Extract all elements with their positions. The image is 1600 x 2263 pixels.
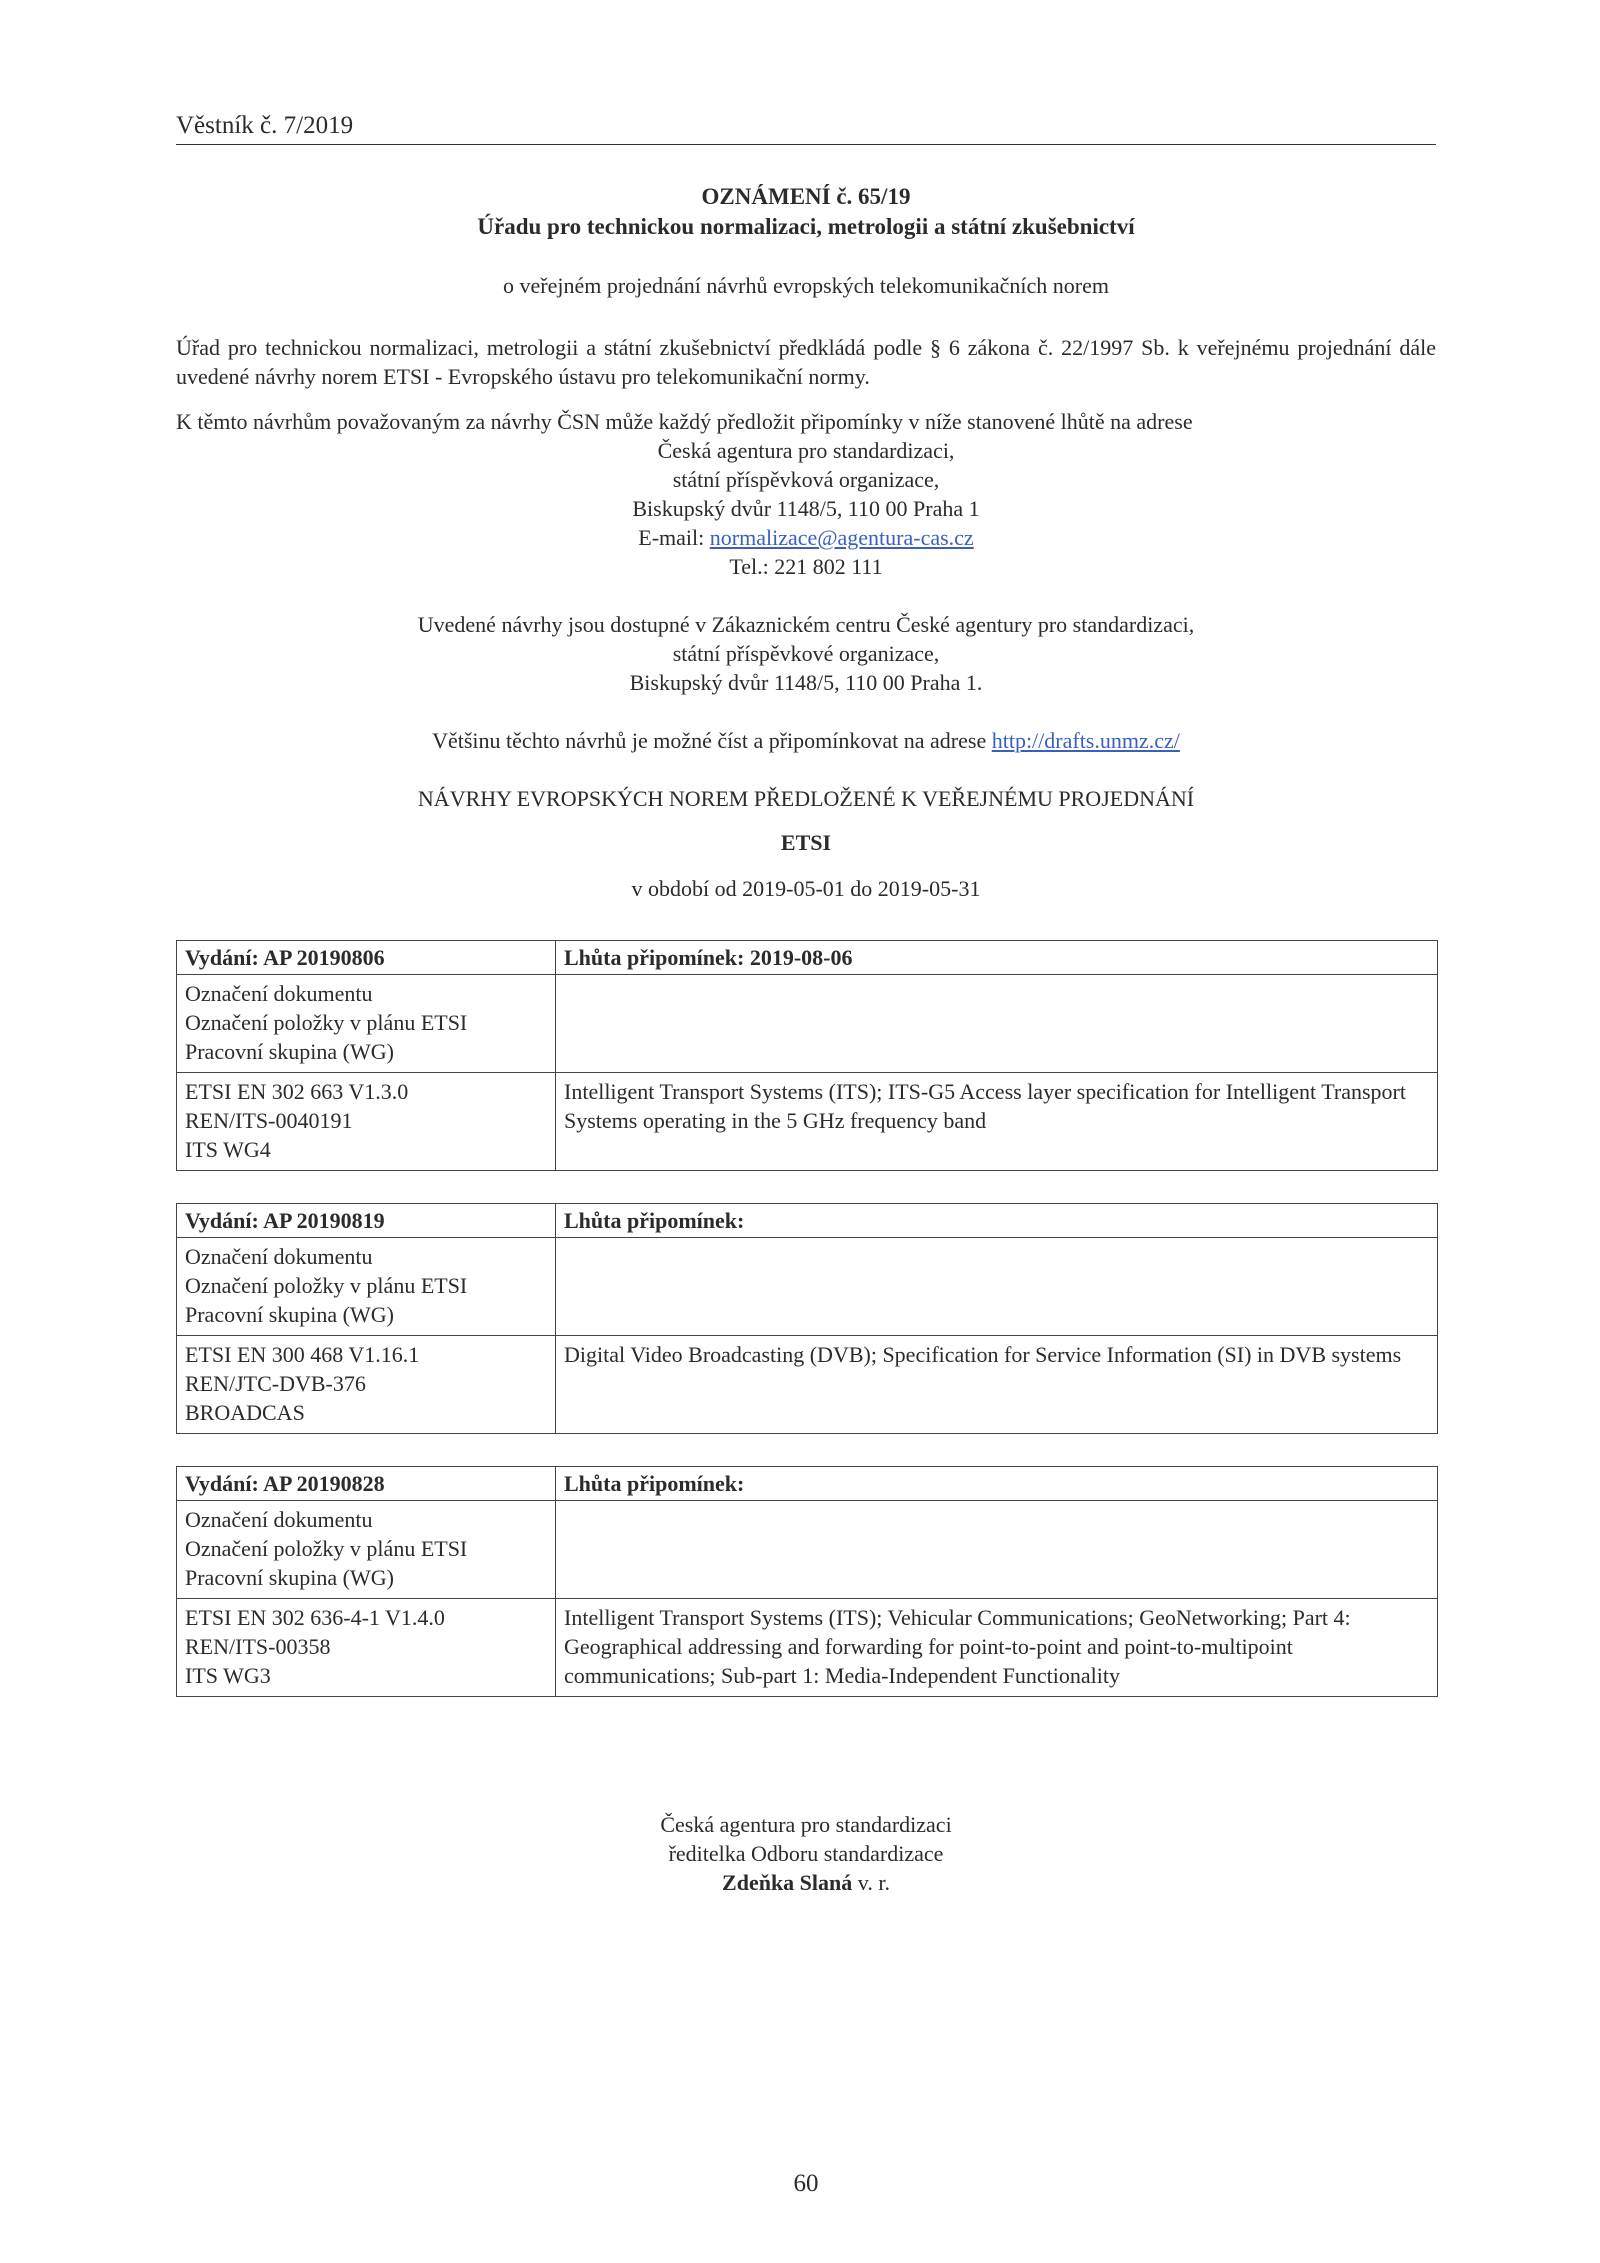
plan-item-id: REN/JTC-DVB-376 [185,1371,366,1396]
address-line: Česká agentura pro standardizaci, [657,438,955,463]
working-group: ITS WG3 [185,1663,271,1688]
label-document: Označení dokumentu [185,1244,373,1269]
label-working-group: Pracovní skupina (WG) [185,1565,394,1590]
description-cell: Intelligent Transport Systems (ITS); Vehicular Communications; GeoNetworking; Part 4: Geographical addressing and forwarding for point-to-point and point-to-multipoint communications; Sub-part 1: Media-Independent Functionality [556,1599,1438,1697]
signature-line [176,1868,1436,1897]
availability-block [176,610,1436,697]
comment-address [176,436,1436,581]
empty-cell [556,975,1438,1073]
signature-role: ředitelka Odboru standardizace [668,1841,944,1866]
standard-table [176,1466,1438,1697]
org-heading: ETSI [780,830,832,855]
working-group: BROADCAS [185,1400,305,1425]
signature-block [176,1810,1436,1897]
notice-title: OZNÁMENÍ č. 65/19 [701,184,911,209]
values-cell [177,1599,556,1697]
label-working-group: Pracovní skupina (WG) [185,1302,394,1327]
values-cell [177,1073,556,1171]
availability-line: Biskupský dvůr 1148/5, 110 00 Praha 1. [629,670,983,695]
issue-cell: Vydání: AP 20190828 [177,1467,556,1501]
email-label: E-mail: [638,525,710,550]
availability-line: státní příspěvkové organizace, [672,641,940,666]
email-line [176,523,1436,552]
notice-subtitle: o veřejném projednání návrhů evropských telekomunikačních norem [502,273,1110,298]
label-working-group: Pracovní skupina (WG) [185,1039,394,1064]
address-line: Biskupský dvůr 1148/5, 110 00 Praha 1 [632,496,980,521]
document-id: ETSI EN 302 636-4-1 V1.4.0 [185,1605,445,1630]
online-text: Většinu těchto návrhů je možné číst a připomínkovat na adrese [432,728,992,753]
signature-org: Česká agentura pro standardizaci [660,1812,952,1837]
label-plan-item: Označení položky v plánu ETSI [185,1536,468,1561]
plan-item-id: REN/ITS-0040191 [185,1108,353,1133]
plan-item-id: REN/ITS-00358 [185,1634,331,1659]
address-line: státní příspěvková organizace, [672,467,940,492]
deadline-cell: Lhůta připomínek: [556,1467,1438,1501]
email-link[interactable]: normalizace@agentura-cas.cz [709,525,974,550]
signature-suffix: v. r. [852,1870,890,1895]
page-number: 60 [793,2170,819,2197]
period-text: v období od 2019-05-01 do 2019-05-31 [631,876,981,901]
labels-cell [177,975,556,1073]
availability-line: Uvedené návrhy jsou dostupné v Zákaznickém centru České agentury pro standardizaci, [417,612,1195,637]
signatory-name: Zdeňka Slaná [722,1870,853,1895]
intro-paragraph: Úřad pro technickou normalizaci, metrologii a státní zkušebnictví předkládá podle § 6 zákona č. 22/1997 Sb. k veřejnému projednání dále uvedené návrhy norem ETSI - Evropského ústavu pro telekomunikační normy. [176,335,1436,389]
issue-cell: Vydání: AP 20190806 [177,941,556,975]
label-document: Označení dokumentu [185,981,373,1006]
empty-cell [556,1238,1438,1336]
phone-line: Tel.: 221 802 111 [729,554,883,579]
online-paragraph [176,728,1436,754]
deadline-cell: Lhůta připomínek: [556,1204,1438,1238]
section-heading: NÁVRHY EVROPSKÝCH NOREM PŘEDLOŽENÉ K VEŘEJNÉMU PROJEDNÁNÍ [417,786,1195,811]
label-plan-item: Označení položky v plánu ETSI [185,1273,468,1298]
empty-cell [556,1501,1438,1599]
document-id: ETSI EN 300 468 V1.16.1 [185,1342,420,1367]
description-cell: Intelligent Transport Systems (ITS); ITS-G5 Access layer specification for Intelligent Transport Systems operating in the 5 GHz frequency band [556,1073,1438,1171]
deadline-cell: Lhůta připomínek: 2019-08-06 [556,941,1438,975]
label-plan-item: Označení položky v plánu ETSI [185,1010,468,1035]
comment-paragraph: K těmto návrhům považovaným za návrhy ČSN může každý předložit připomínky v níže stanovené lhůtě na adrese [176,409,1193,434]
description-cell: Digital Video Broadcasting (DVB); Specification for Service Information (SI) in DVB systems [556,1336,1438,1434]
document-id: ETSI EN 302 663 V1.3.0 [185,1079,409,1104]
drafts-link[interactable]: http://drafts.unmz.cz/ [991,728,1180,753]
running-header: Věstník č. 7/2019 [176,112,1436,145]
issue-cell: Vydání: AP 20190819 [177,1204,556,1238]
working-group: ITS WG4 [185,1137,271,1162]
standard-table [176,1203,1438,1434]
labels-cell [177,1501,556,1599]
notice-authority: Úřadu pro technickou normalizaci, metrologii a státní zkušebnictví [477,214,1135,239]
values-cell [177,1336,556,1434]
label-document: Označení dokumentu [185,1507,373,1532]
standard-table [176,940,1438,1171]
labels-cell [177,1238,556,1336]
